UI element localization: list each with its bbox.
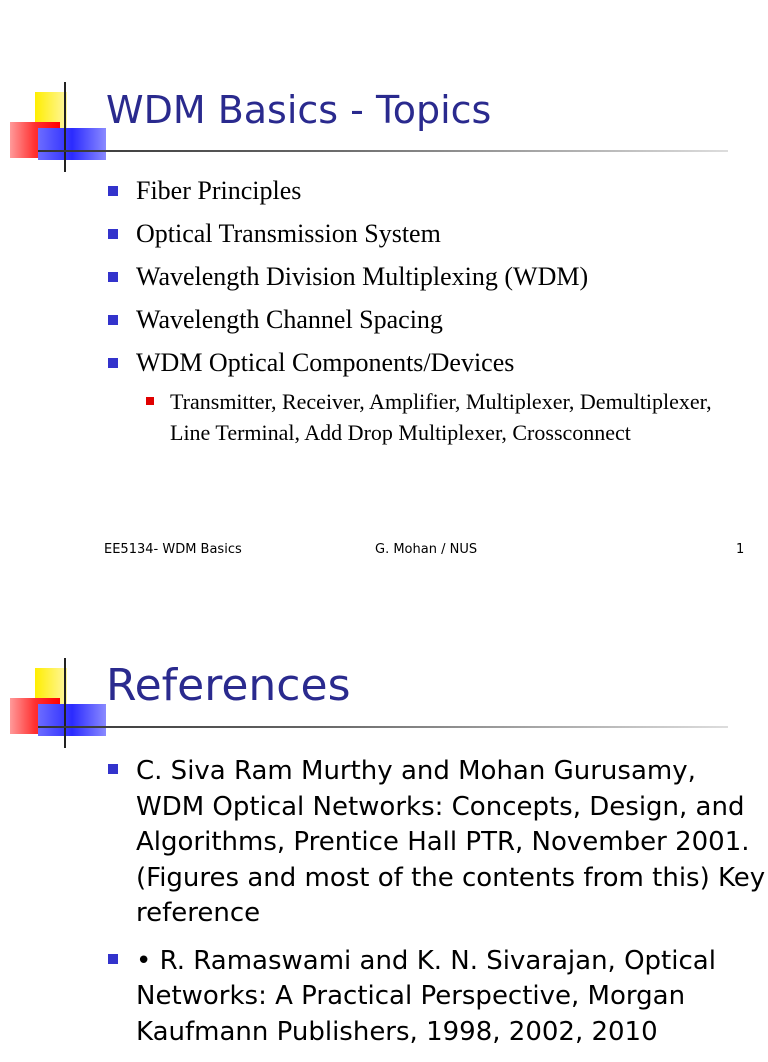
title-decoration [0,0,110,120]
list-item: C. Siva Ram Murthy and Mohan Gurusamy, WDM Optical Networks: Concepts, Design, and Algorithms, Prentice Hall PTR, November 2001. (Figures and most of the contents from this) Key reference [106,754,768,932]
title-decoration [0,576,110,696]
square-bullet-icon [108,229,118,239]
sub-list-item: Transmitter, Receiver, Amplifier, Multiplexer, Demultiplexer, Line Terminal, Add Drop Multiplexer, Crossconnect [136,386,730,448]
title-underline [38,726,728,728]
slide-2 [0,576,768,1047]
deco-vertical-line [64,658,66,748]
title-underline [38,150,728,152]
square-bullet-icon [108,186,118,196]
deco-vertical-line [64,82,66,172]
footer-page-number: 1 [736,542,745,557]
deco-blue-block [38,128,106,160]
square-bullet-icon [108,764,118,774]
list-item: • R. Ramaswami and K. N. Sivarajan, Optical Networks: A Practical Perspective, Morgan Kaufmann Publishers, 1998, 2002, 2010 [106,944,768,1051]
footer-author: G. Mohan / NUS [375,542,478,557]
square-bullet-icon [108,272,118,282]
list-item: Wavelength Division Multiplexing (WDM) [106,262,730,292]
reference-list [106,754,768,1062]
topic-list [106,176,730,461]
slide-title: WDM Basics - Topics [106,88,492,132]
list-item: Optical Transmission System [106,219,730,249]
square-bullet-icon [108,315,118,325]
slide-title: References [106,660,351,711]
deco-blue-block [38,704,106,736]
sub-topic-list [136,386,730,448]
square-bullet-icon [108,954,118,964]
list-item: Fiber Principles [106,176,730,206]
list-item: WDM Optical Components/Devices Transmitter, Receiver, Amplifier, Multiplexer, Demultiplexer, Line Terminal, Add Drop Multiplexer, Crossconnect [106,348,730,448]
square-bullet-icon [108,358,118,368]
footer-course: EE5134- WDM Basics [104,542,242,557]
list-item: Wavelength Channel Spacing [106,305,730,335]
square-bullet-icon [146,397,154,405]
